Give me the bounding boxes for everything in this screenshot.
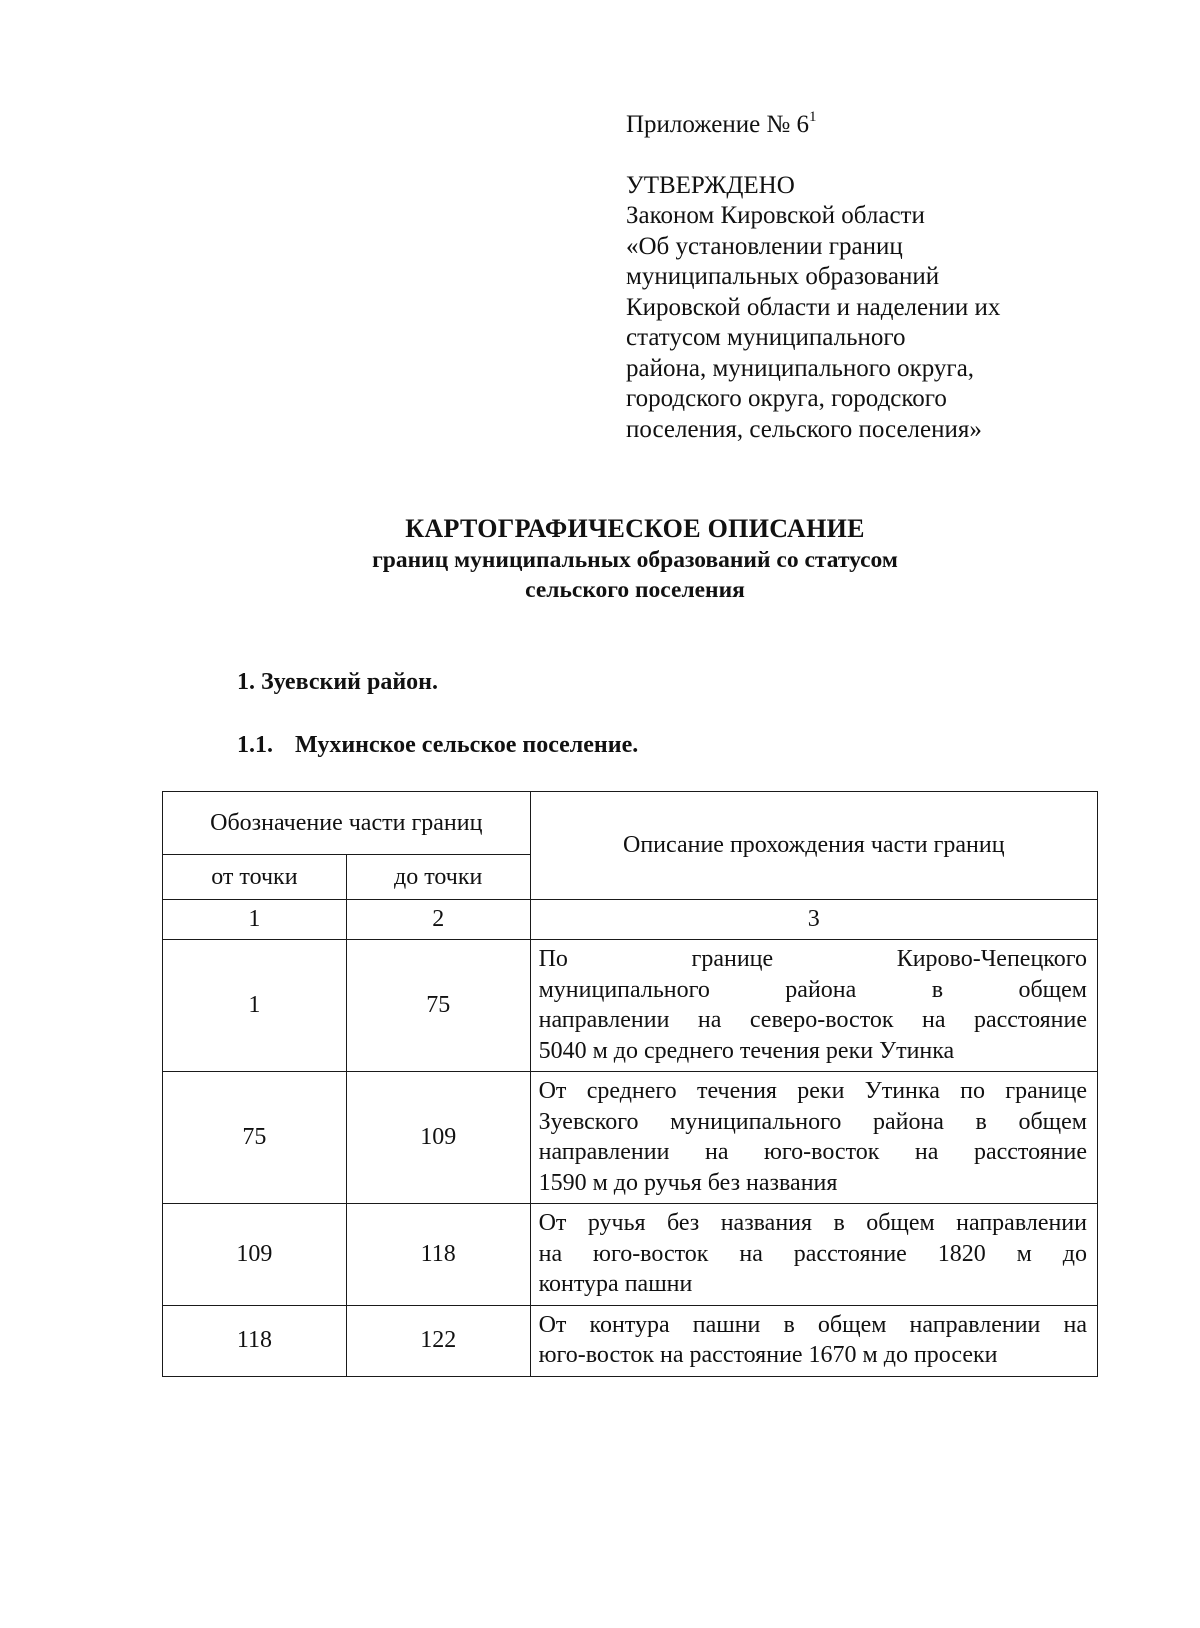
description-cell [530,940,1097,1072]
law-line: муниципальных образований [626,263,940,290]
from-point-cell: 118 [163,1305,347,1376]
header-from-point: от точки [163,855,347,900]
column-number-row [163,900,1098,940]
column-number: 1 [163,900,347,940]
table-row [163,1072,1098,1204]
from-point-cell: 75 [163,1072,347,1204]
description-line: По границе Кирово-Чепецкого [538,946,1087,972]
settlement-heading [237,730,638,760]
law-line: Кировской области и наделении их [626,293,1001,321]
title-subtitle-line-2: сельского поселения [525,577,745,603]
column-number: 3 [530,900,1097,940]
description-line: направлении на северо-восток на расстояние [538,1007,1087,1033]
description-line: 1590 м до ручья без названия [538,1169,838,1196]
to-point-cell: 75 [346,940,530,1072]
district-heading: 1. Зуевский район. [237,669,438,695]
table-row [163,1204,1098,1306]
settlement-name: Мухинское сельское поселение. [295,732,639,758]
title-main: КАРТОГРАФИЧЕСКОЕ ОПИСАНИЕ [405,514,865,543]
law-line: «Об установлении границ [626,232,903,260]
law-line: статусом муниципального [626,324,906,351]
approval-block [626,110,1186,445]
annex-label: Приложение № 6 [626,111,810,138]
header-boundary-designation: Обозначение части границ [163,792,531,855]
description-cell [530,1204,1097,1306]
description-line: контура пашни [538,1271,693,1297]
description-line: на юго-восток на расстояние 1820 м до [538,1240,1087,1267]
description-cell [530,1072,1097,1204]
table-row [163,1305,1098,1376]
document-title [0,513,1200,605]
header-to-point: до точки [346,855,530,900]
column-number: 2 [346,900,530,940]
description-line: От ручья без названия в общем направлении [538,1210,1087,1236]
annex-number [626,110,1186,141]
description-line: От контура пашни в общем направлении на [538,1311,1087,1338]
to-point-cell: 122 [346,1305,530,1376]
table-row [163,940,1098,1072]
approved-heading: УТВЕРЖДЕНО [626,171,795,199]
boundary-table [162,791,1098,1377]
law-line: поселения, сельского поселения» [626,415,982,443]
annex-superscript: 1 [809,109,817,125]
description-line: 5040 м до среднего течения реки Утинка [538,1037,955,1064]
description-line: Зуевского муниципального района в общем [538,1108,1087,1135]
to-point-cell: 109 [346,1072,530,1204]
from-point-cell: 1 [163,940,347,1072]
description-line: направлении на юго-восток на расстояние [538,1139,1087,1165]
from-point-cell: 109 [163,1204,347,1306]
title-subtitle-line-1: границ муниципальных образований со статусом [372,547,898,573]
to-point-cell: 118 [346,1204,530,1306]
description-line: От среднего течения реки Утинка по границе [538,1078,1087,1104]
law-line: городского округа, городского [626,385,947,412]
table-header-row [163,792,1098,855]
law-line: Законом Кировской области [626,202,925,229]
description-line: юго-восток на расстояние 1670 м до просеки [538,1342,998,1368]
law-line: района, муниципального округа, [626,354,975,382]
settlement-number: 1.1. [237,732,273,758]
description-line: муниципального района в общем [538,976,1087,1003]
header-boundary-description: Описание прохождения части границ [530,792,1097,900]
description-cell [530,1305,1097,1376]
